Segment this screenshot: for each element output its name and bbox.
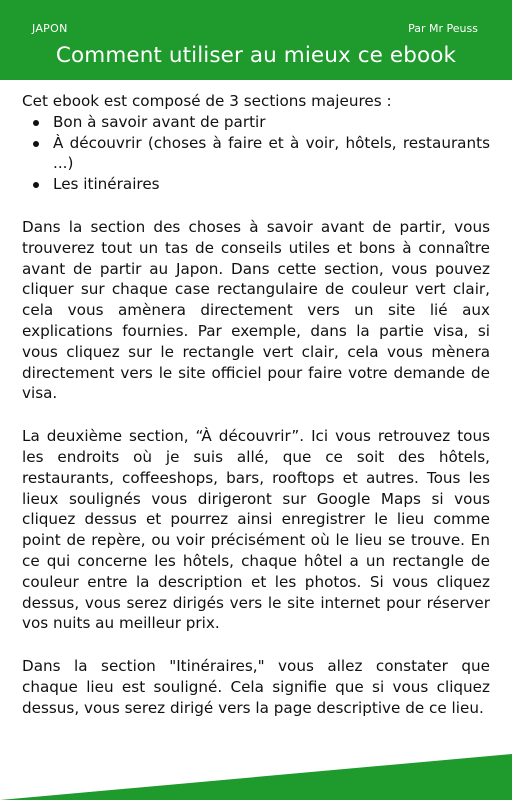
list-item-text: Bon à savoir avant de partir	[53, 112, 266, 131]
author-label: Par Mr Peuss	[408, 22, 478, 35]
intro-text: Cet ebook est composé de 3 sections majeures :	[22, 92, 392, 110]
country-label: JAPON	[32, 22, 68, 35]
bullet-icon	[33, 120, 39, 126]
list-item-text: À découvrir (choses à faire et à voir, hôtels, restaurants ...)	[53, 133, 490, 173]
decorative-stripe	[0, 740, 512, 800]
bullet-icon	[33, 182, 39, 188]
list-item-text: Les itinéraires	[53, 175, 160, 194]
main-content	[22, 91, 490, 741]
bullet-icon	[33, 141, 39, 147]
list-item	[22, 112, 490, 133]
header-banner	[0, 0, 512, 80]
paragraph-before-departure: Dans la section des choses à savoir avant de partir, vous trouverez tout un tas de conseils utiles et bons à connaître avant de partir au Japon. Dans cette section, vous pouvez cliquer sur chaque case rectangulaire de couleur vert clair, cela vous amènera directement vers un site lié aux explications fournies. Par exemple, dans la partie visa, si vous cliquez sur le rectangle vert clair, cela vous mènera directement vers le site officiel pour faire votre demande de visa.	[22, 217, 490, 403]
stripe-shape	[0, 754, 512, 800]
paragraph-itineraries: Dans la section "Itinéraires," vous allez constater que chaque lieu est souligné. Cela signifie que si vous cliquez dessus, vous serez dirigé vers la page descriptive de ce lieu.	[22, 657, 490, 717]
list-item	[22, 133, 490, 175]
paragraph-discover: La deuxième section, “À découvrir”. Ici vous retrouvez tous les endroits où je suis allé, que ce soit des hôtels, restaurants, coffeeshops, bars, rooftops et autres. Tous les lieux soulignés vous dirigeront sur Google Maps si vous cliquez dessus et pourrez ainsi enregistrer le lieu comme point de repère, ou voir précisément où le lieu se trouve. En ce qui concerne les hôtels, chaque hôtel a un rectangle de couleur entre la description et les photos. Si vous cliquez dessus, vous serez dirigés vers le site internet pour réserver vos nuits au meilleur prix.	[22, 427, 490, 633]
list-item	[22, 174, 490, 195]
sections-list	[22, 112, 490, 195]
page-title: Comment utiliser au mieux ce ebook	[55, 43, 457, 68]
